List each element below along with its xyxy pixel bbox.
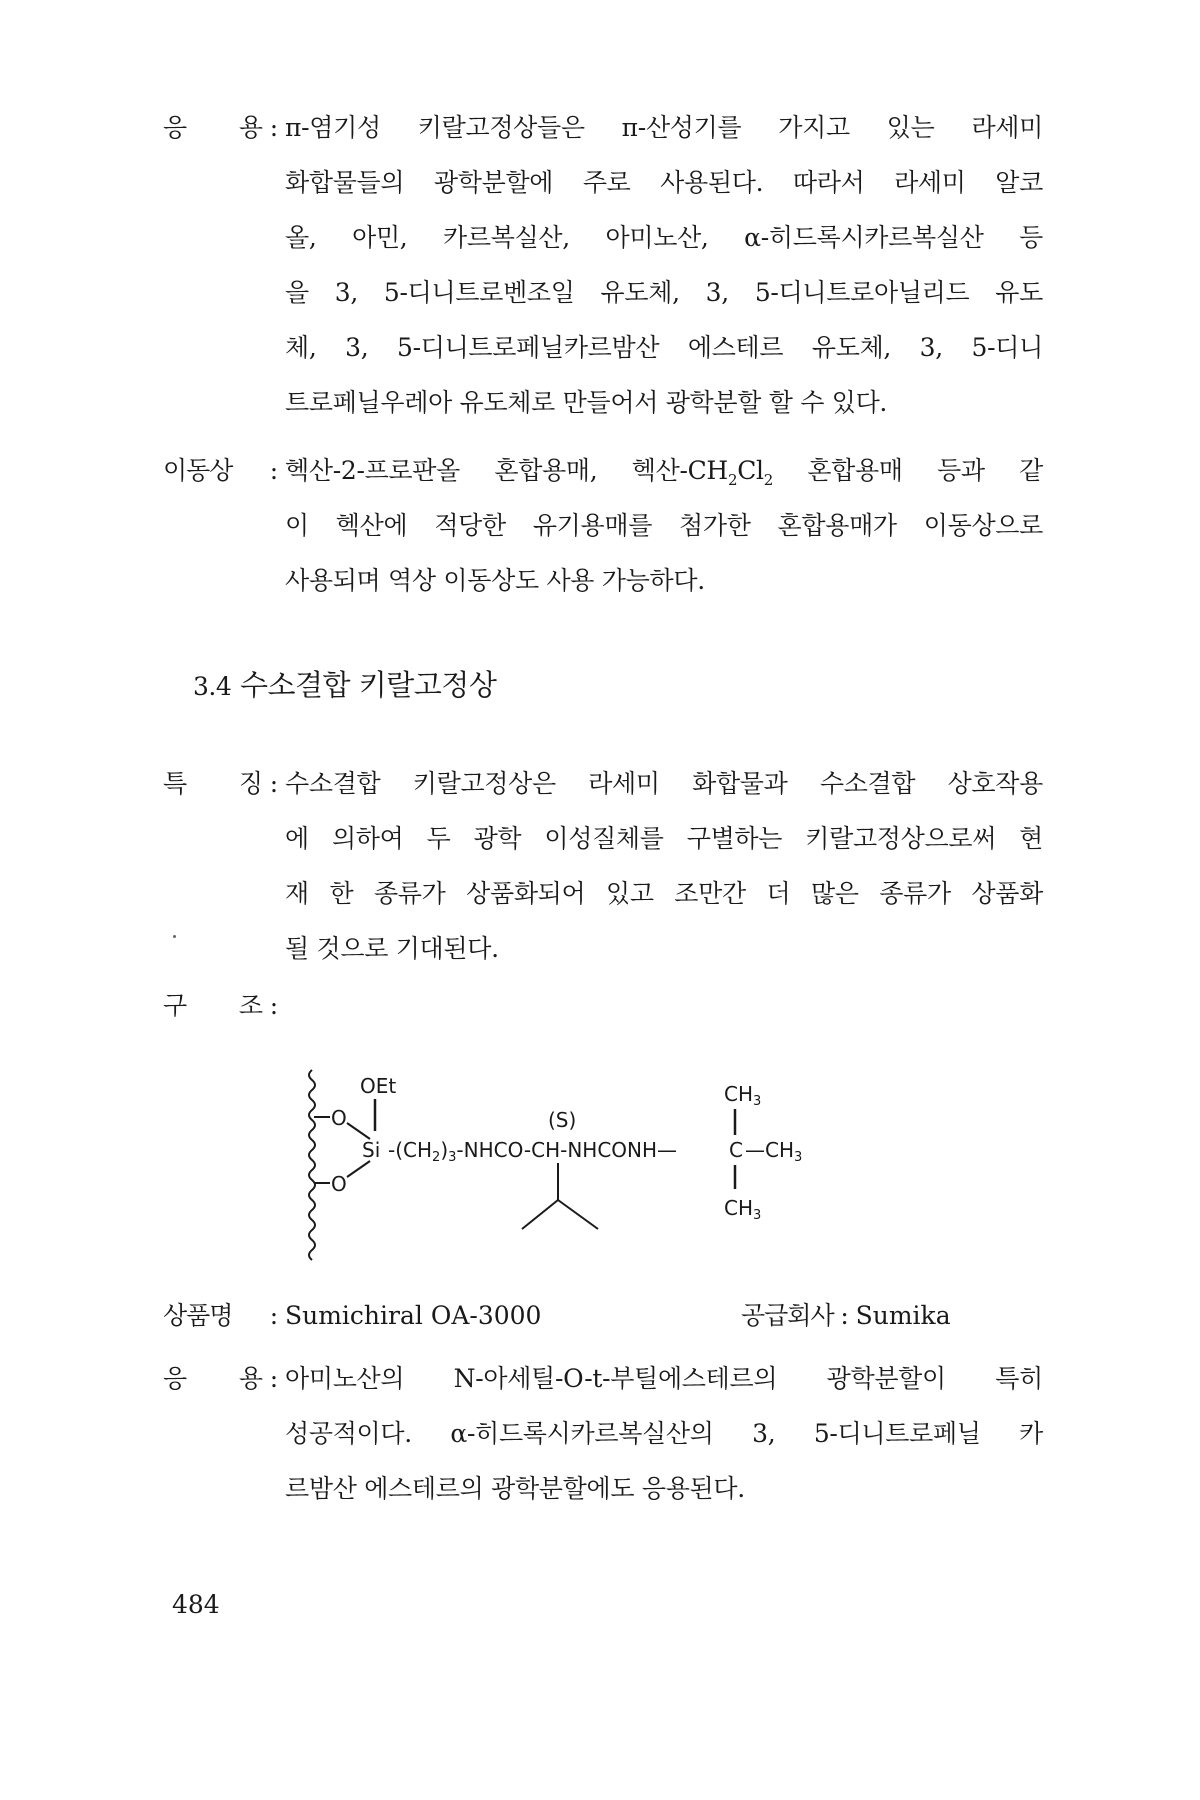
- application-text: [285, 1351, 1043, 1516]
- text-line: 올, 아민, 카르복실산, 아미노산, α-히드록시카르복실산 등: [285, 223, 1043, 252]
- subscript: 2: [432, 1150, 441, 1165]
- product-row: [163, 1288, 1043, 1343]
- text-line: 될 것으로 기대된다.: [285, 934, 499, 963]
- colon: :: [269, 113, 279, 142]
- term-label: [163, 978, 263, 1033]
- term-char: 조: [238, 991, 263, 1020]
- urea-part: -NHCONH—: [560, 1138, 678, 1162]
- silicon-label: Si: [362, 1138, 381, 1162]
- term-char: 구: [163, 991, 188, 1020]
- term-label: [163, 756, 263, 976]
- term-label: [163, 100, 263, 430]
- bond: [347, 1161, 370, 1177]
- subscript: 3: [753, 1094, 762, 1109]
- text-line: 을 3, 5-디니트로벤조일 유도체, 3, 5-디니트로아닐리드 유도: [285, 278, 1043, 307]
- supplier-label: 공급회사: [741, 1301, 834, 1330]
- supplier: [741, 1288, 951, 1343]
- colon: :: [269, 991, 279, 1020]
- methyl-right: [745, 1138, 802, 1165]
- text-line: [285, 443, 1043, 498]
- section-number: 3.4: [193, 672, 232, 701]
- bond: [558, 1200, 598, 1229]
- text-line: 화합물들의 광학분할에 주로 사용된다. 따라서 라세미 알코: [285, 168, 1043, 197]
- oet-label: OEt: [360, 1074, 397, 1098]
- term-char: 용: [238, 1364, 263, 1393]
- application-text: [285, 100, 1043, 430]
- oxygen-top: O: [331, 1106, 347, 1130]
- methyl-text: CH: [724, 1196, 754, 1220]
- text-line: π-염기성 키랄고정상들은 π-산성기를 가지고 있는 라세미: [285, 113, 1043, 142]
- text-line: 사용되며 역상 이동상도 사용 가능하다.: [285, 566, 705, 595]
- text-line: 체, 3, 5-디니트로페닐카르밤산 에스테르 유도체, 3, 5-디니: [285, 333, 1043, 362]
- mobile-phase-text: [285, 443, 1043, 608]
- colon: :: [269, 1364, 279, 1393]
- text-line: 아미노산의 N-아세틸-O-t-부틸에스테르의 광학분할이 특히: [285, 1364, 1043, 1393]
- term-label: 이동상: [163, 456, 233, 485]
- text-line: 이 헥산에 적당한 유기용매를 첨가한 혼합용매가 이동상으로: [285, 511, 1043, 540]
- colon: :: [269, 456, 279, 485]
- feature-entry: [163, 756, 1043, 976]
- speck: [173, 935, 176, 938]
- text-span: 혼합용매 등과 같: [772, 456, 1043, 485]
- text-line: 성공적이다. α-히드록시카르복실산의 3, 5-디니트로페닐 카: [285, 1419, 1043, 1448]
- chain-part: -NHCO-: [456, 1138, 532, 1162]
- colon: :: [269, 1301, 279, 1330]
- mobile-phase-entry: [163, 443, 1043, 608]
- term-label: [163, 1351, 263, 1516]
- subscript: 2: [763, 471, 773, 489]
- subscript: 3: [448, 1150, 457, 1165]
- term-char: 응: [163, 113, 188, 142]
- colon: :: [840, 1301, 849, 1330]
- chain-label: [388, 1138, 677, 1165]
- section-title: 수소결합 키랄고정상: [239, 668, 497, 702]
- chain-part: -(CH: [388, 1138, 433, 1162]
- feature-text: [285, 756, 1043, 976]
- methyl-text: CH: [724, 1082, 754, 1106]
- structure-entry: [163, 978, 1043, 1033]
- application-entry-1: [163, 100, 1043, 430]
- methyl-bottom: [724, 1196, 761, 1223]
- chemical-structure: [290, 1065, 950, 1265]
- methyl-top: [724, 1082, 761, 1109]
- text-span: 헥산-2-프로판올 혼합용매, 헥산-CH: [285, 456, 728, 485]
- oxygen-bottom: O: [331, 1172, 347, 1196]
- text-line: 수소결합 키랄고정상은 라세미 화합물과 수소결합 상호작용: [285, 769, 1043, 798]
- text-line: 재 한 종류가 상품화되어 있고 조만간 더 많은 종류가 상품화: [285, 879, 1043, 908]
- quaternary-carbon: C: [729, 1138, 743, 1162]
- text-line: 르밤산 에스테르의 광학분할에도 응용된다.: [285, 1474, 745, 1503]
- section-heading: [193, 665, 496, 707]
- term-char: 용: [238, 113, 263, 142]
- stereo-label: (S): [548, 1108, 577, 1132]
- surface-wavy-line: [309, 1070, 315, 1260]
- text-line: 에 의하여 두 광학 이성질체를 구별하는 키랄고정상으로써 현: [285, 824, 1043, 853]
- chiral-carbon: CH: [531, 1138, 561, 1162]
- methyl-text: —CH: [745, 1138, 795, 1162]
- bond: [347, 1123, 370, 1139]
- product-name: Sumichiral OA-3000: [285, 1301, 542, 1330]
- subscript: 2: [727, 471, 738, 489]
- supplier-name: Sumika: [855, 1301, 951, 1330]
- application-entry-2: [163, 1351, 1043, 1516]
- colon: :: [269, 769, 279, 798]
- term-label: 상품명: [163, 1301, 233, 1330]
- term-char: 특: [163, 769, 188, 798]
- subscript: 3: [753, 1208, 762, 1223]
- page-number: 484: [172, 1590, 220, 1619]
- text-line: 트로페닐우레아 유도체로 만들어서 광학분할 할 수 있다.: [285, 388, 888, 417]
- text-span: Cl: [737, 456, 764, 485]
- bond: [522, 1200, 558, 1229]
- term-char: 징: [238, 769, 263, 798]
- term-char: 응: [163, 1364, 188, 1393]
- subscript: 3: [794, 1150, 803, 1165]
- chain-part: ): [440, 1138, 449, 1162]
